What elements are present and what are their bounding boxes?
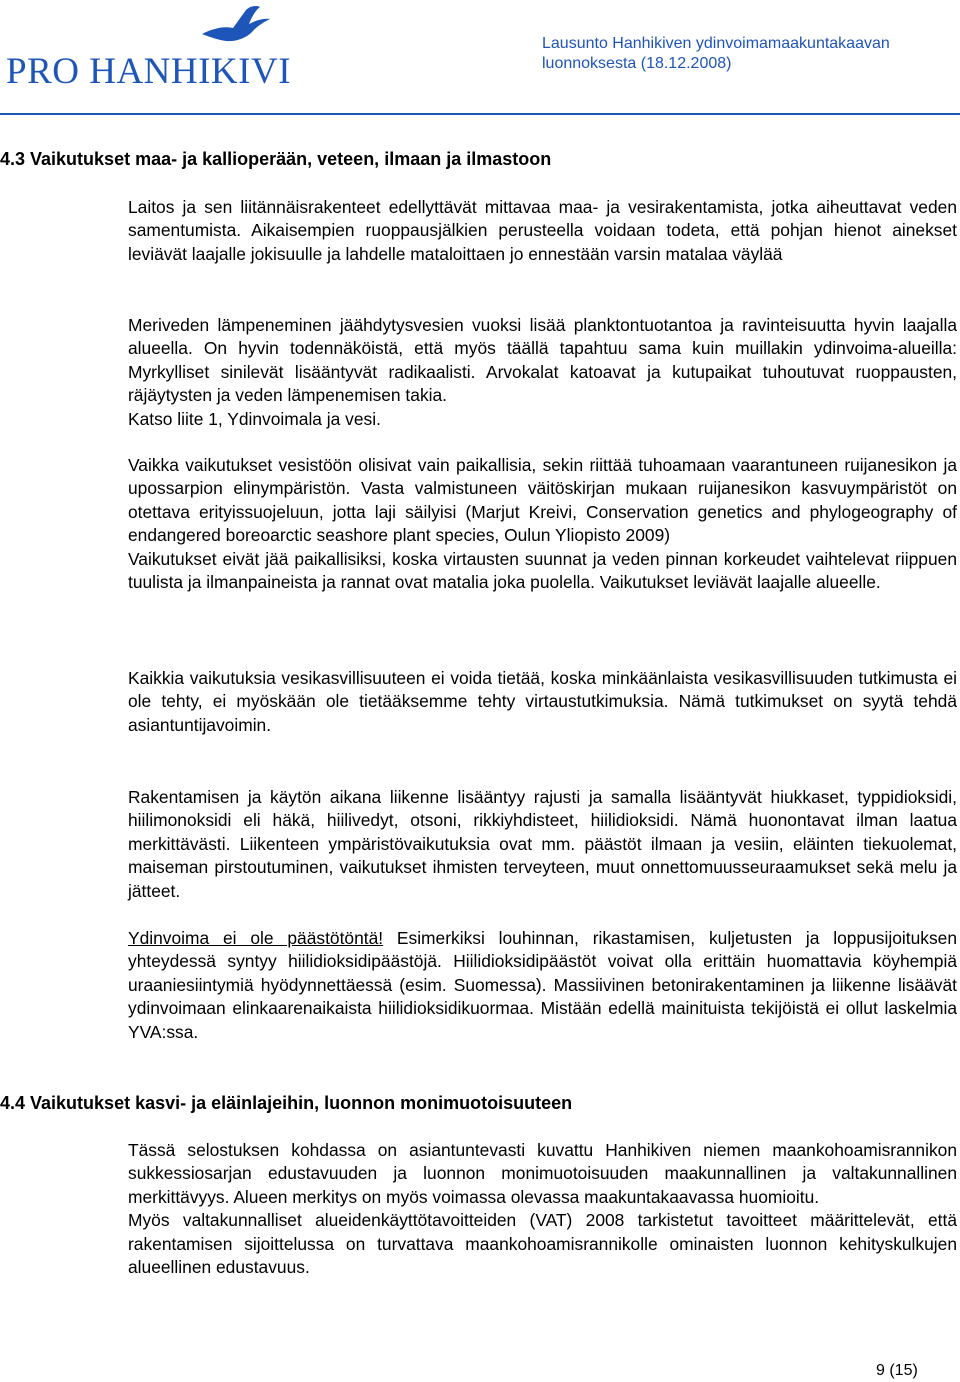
document-title-line1: Lausunto Hanhikiven ydinvoimamaakuntakaavan bbox=[542, 35, 890, 52]
logo-text: PRO HANHIKIVI bbox=[6, 51, 292, 92]
paragraph: Meriveden lämpeneminen jäähdytysvesien vuoksi lisää planktontuotantoa ja ravinteisuutta hyvin laajalla alueella. On hyvin todennäköistä, että myös täällä tapahtuu sama kuin muillakin ydinvoima-alueilla: Myrkylliset sinilevät lisääntyvät radikaalisti. Arvokalat katoavat ja kutupaikat tuhoutuvat ruoppausten, räjäytysten ja veden lämpenemisen takia. bbox=[128, 315, 957, 406]
section-4-3-block-2 bbox=[128, 314, 957, 431]
paragraph bbox=[128, 927, 957, 1044]
section-4-3-block-1 bbox=[128, 196, 957, 266]
header-rule bbox=[0, 113, 960, 115]
paragraph: Myös valtakunnalliset alueidenkäyttötavoitteiden (VAT) 2008 tarkistetut tavoitteet määrittelevät, että rakentamisen sijoittelussa on turvattava maankohoamisrannikolle ominaisten luonnon kehityskulkujen alueellinen edustavuus. bbox=[128, 1210, 957, 1278]
section-4-3-block-4 bbox=[128, 667, 957, 737]
document-title-line2: luonnoksesta (18.12.2008) bbox=[542, 55, 732, 72]
paragraph: Vaikutukset eivät jää paikallisiksi, koska virtausten suunnat ja veden pinnan korkeudet vaihtelevat riippuen tuulista ja ilmanpaineista ja rannat ovat matalia joka puolella. Vaikutukset leviävät laajalle alueelle. bbox=[128, 548, 957, 593]
underlined-statement: Ydinvoima ei ole päästötöntä! bbox=[128, 928, 384, 948]
paragraph: Laitos ja sen liitännäisrakenteet edellyttävät mittavaa maa- ja vesirakentamista, jotka aiheuttavat veden samentumista. Aikaisempien ruoppausjälkien perusteella voidaan todeta, että pohjan hienot ainekset leviävät laajalle jokisuulle ja lahdelle mataloittaen jo ennestään varsin matalaa väylää bbox=[128, 197, 957, 264]
paragraph: Vaikka vaikutukset vesistöön olisivat vain paikallisia, sekin riittää tuhoamaan vaarantuneen ruijanesikon ja upossarpion elinympäristön. Vasta valmistuneen väitöskirjan mukaan ruijanesikon kasvuympäristöt on otettava erityissuojeluun, jotta laji säilyisi (Marjut Kreivi, Conservation genetics and phylogeography of endangered boreoarctic seashore plant species, Oulun Yliopisto 2009) bbox=[128, 455, 957, 546]
flying-bird-icon bbox=[200, 4, 280, 54]
document-title bbox=[542, 34, 952, 74]
paragraph-reference: Katso liite 1, Ydinvoimala ja vesi. bbox=[128, 408, 381, 429]
page-header bbox=[0, 0, 960, 100]
paragraph-text: Esimerkiksi louhinnan, rikastamisen, kuljetusten ja loppusijoituksen yhteydessä syntyy hiilidioksidipäästöjä. Hiilidioksidipäästöt voivat olla erittäin huomattavia köyhempiä uraaniesiintymiä hyödynnettäessä (esim. Suomessa). Massiivinen betonirakentaminen ja liikenne lisäävät ydinvoimaan elinkaarenaikaista hiilidioksidikuormaa. Mistään edellä mainituista tekijöistä ei ollut laskelmia YVA:ssa. bbox=[128, 928, 957, 1042]
paragraph: Rakentamisen ja käytön aikana liikenne lisääntyy rajusti ja samalla lisääntyvät hiukkaset, typpidioksidi, hiilimonoksidi eli häkä, hiilivedyt, otsoni, rikkiyhdisteet, hiilidioksidi. Nämä huonontavat ilman laatua merkittävästi. Liikenteen ympäristövaikutuksia ovat mm. päästöt ilmaan ja vesiin, eläinten tiekuolemat, maiseman pirstoutuminen, vaikutukset ihmisten terveyteen, muut onnettomuusseuraamukset sekä melu ja jätteet. bbox=[128, 787, 957, 901]
section-4-3-block-5 bbox=[128, 786, 957, 903]
page-number: 9 (15) bbox=[876, 1362, 918, 1379]
section-4-3-block-3 bbox=[128, 454, 957, 594]
pro-hanhikivi-logo bbox=[6, 4, 306, 90]
paragraph: Kaikkia vaikutuksia vesikasvillisuuteen ei voida tietää, koska minkäänlaista vesikasvillisuuden tutkimusta ei ole tehty, ei myöskään ole tietääksemme tehty virtaustutkimuksia. Nämä tutkimukset on syytä tehdä asiantuntijavoimin. bbox=[128, 668, 957, 735]
section-4-4-block bbox=[128, 1139, 957, 1279]
section-4-3-heading: 4.3 Vaikutukset maa- ja kallioperään, veteen, ilmaan ja ilmastoon bbox=[0, 149, 552, 169]
section-4-3-block-6 bbox=[128, 927, 957, 1044]
paragraph: Tässä selostuksen kohdassa on asiantuntevasti kuvattu Hanhikiven niemen maankohoamisrannikon sukkessiosarjan edustavuuden ja luonnon monimuotoisuuden maakunnallinen ja valtakunnallinen merkittävyys. Alueen merkitys on myös voimassa olevassa maakuntakaavassa huomioitu. bbox=[128, 1140, 957, 1207]
section-4-4-heading: 4.4 Vaikutukset kasvi- ja eläinlajeihin, luonnon monimuotoisuuteen bbox=[0, 1093, 573, 1113]
